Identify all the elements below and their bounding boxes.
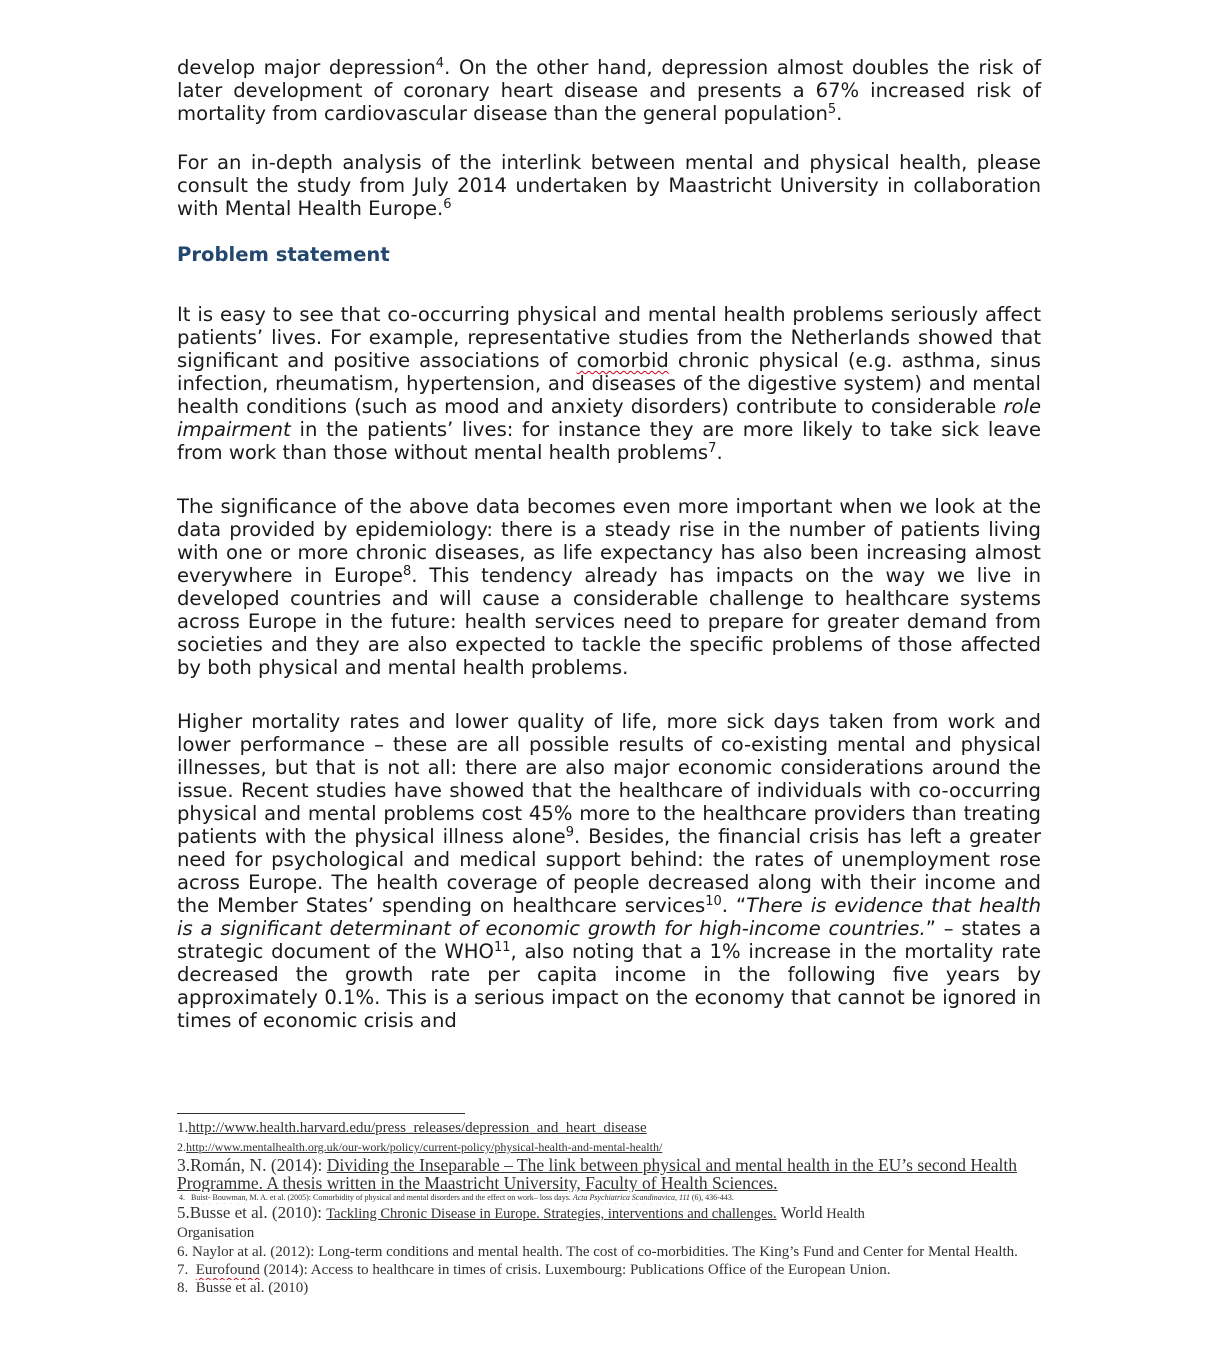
paragraph-study-reference: For an in-depth analysis of the interlink between mental and physical health, please consult the study from July 2014 undertaken by Maastricht University in collaboration with Mental Health Europe.$^6$ [177,151,1041,220]
footnote-ref-10[interactable]: 10 [705,894,722,909]
footnote-4: 4. Buist- Bouwman, M. A. et al. (2005): Comorbidity of physical and mental disorders and the effect on work– loss days. Acta Psychiatrica Scandinavica, 111 (6), 436-443. [179,1193,734,1202]
footnote-7: 7. Eurofound (2014): Access to healthcare in times of crisis. Luxembourg: Publications Office of the European Union. [177,1262,891,1278]
paragraph-epidemiology: The significance of the above data becomes even more important when we look at the data provided by epidemiology: there is a steady rise in the number of patients living with one or more chronic diseases, as life expectancy has also been increasing almost everywhere in Europe$^8$. This tendency already has impacts on the way we live in developed countries and will cause a considerable challenge to healthcare systems across Europe in the future: health services need to prepare for greater demand from societies and they are also expected to tackle the specific problems of those affected by both physical and mental health problems. [177,495,1041,679]
spellcheck-word[interactable]: Eurofound [195,1262,260,1278]
footnote-6: 6. Naylor at al. (2012): Long-term conditions and mental health. The cost of co-morbidities. The King’s Fund and Center for Mental Health. [177,1244,1018,1260]
footnote-ref-11[interactable]: 11 [493,940,511,955]
paragraph-depression-risk: develop major depression$^4$. On the other hand, depression almost doubles the risk of later development of coronary heart disease and presents a 67% increased risk of mortality from cardiovascular disease than the general population$^5$. [177,56,1041,125]
footnote-1: 1.http://www.health.harvard.edu/press_releases/depression_and_heart_disease [177,1120,647,1136]
paragraph-economic: Higher mortality rates and lower quality of life, more sick days taken from work and lower performance – these are all possible results of co-existing mental and physical illnesses, but that is not all: there are also major economic considerations around the issue. Recent studies have showed that the healthcare of individuals with co-occurring physical and mental problems cost 45% more to the healthcare providers than treating patients with the physical illness alone$^9$. Besides, the financial crisis has left a greater need for psychological and medical support behind: the rates of unemployment rose across Europe. The health coverage of people decreased along with their income and the Member States’ spending on healthcare services$^{10}$. “There is evidence that health is a significant determinant of economic growth for high-income countries.” – states a strategic document of the WHO$^{11}$, also noting that a 1% increase in the mortality rate decreased the growth rate per capita income in the following five years by approximately 0.1%. This is a serious impact on the economy that cannot be ignored in times of economic crisis and [177,710,1042,1032]
footnote-link[interactable]: http://www.mentalhealth.org.uk/our-work/policy/current-policy/physical-health-and-mental-health/ [186,1140,663,1154]
footnote-ref-6[interactable]: 6 [443,197,452,212]
footnote-3: 3.Román, N. (2014): Dividing the Inseparable – The link between physical and mental health in the EU’s second Health Programme. A thesis written in the Maastricht University, Faculty of Health Sciences. [177,1156,1017,1192]
footnote-ref-9[interactable]: 9 [565,825,574,840]
spellcheck-word[interactable]: Scandinavica [631,1193,676,1202]
spellcheck-word[interactable]: Buist- Bouwman [191,1193,246,1202]
footnote-ref-7[interactable]: 7 [708,441,717,456]
spellcheck-word[interactable]: comorbid [576,349,669,372]
footnotes [177,1118,1057,1297]
footnote-ref-8[interactable]: 8 [402,564,412,579]
footnote-link[interactable]: Dividing the Inseparable – The link between physical and mental health in the EU’s second Health Programme. A thesis written in the Maastricht University, Faculty of Health Sciences. [177,1156,1017,1192]
paragraph-co-occurring: It is easy to see that co-occurring physical and mental health problems seriously affect patients’ lives. For example, representative studies from the Netherlands showed that significant and positive associations of comorbid chronic physical (e.g. asthma, sinus infection, rheumatism, hypertension, and diseases of the digestive system) and mental health conditions (such as mood and anxiety disorders) contribute to considerable role impairment in the patients’ lives: for instance they are more likely to take sick leave from work than those without mental health problems$^7$. [177,303,1041,464]
document-body [177,56,1041,1032]
footnote-8: 8. Busse et al. (2010) [177,1280,309,1296]
spellcheck-word[interactable]: Psychiatrica [589,1193,630,1202]
footnote-5: 5.Busse et al. (2010): Tackling Chronic Disease in Europe. Strategies, interventions and challenges. World Health Organisation [177,1204,865,1241]
footnote-ref-5[interactable]: 5 [827,102,837,117]
section-heading: Problem statement [177,243,390,266]
footnote-2: 2.http://www.mentalhealth.org.uk/our-work/policy/current-policy/physical-health-and-mental-health/ [177,1140,663,1154]
footnote-ref-4[interactable]: 4 [435,56,445,71]
footnote-link[interactable]: Tackling Chronic Disease in Europe. Strategies, interventions and challenges. [326,1206,777,1222]
footnote-link[interactable]: http://www.health.harvard.edu/press_releases/depression_and_heart_disease [188,1120,647,1136]
footnote-separator [177,1113,465,1114]
